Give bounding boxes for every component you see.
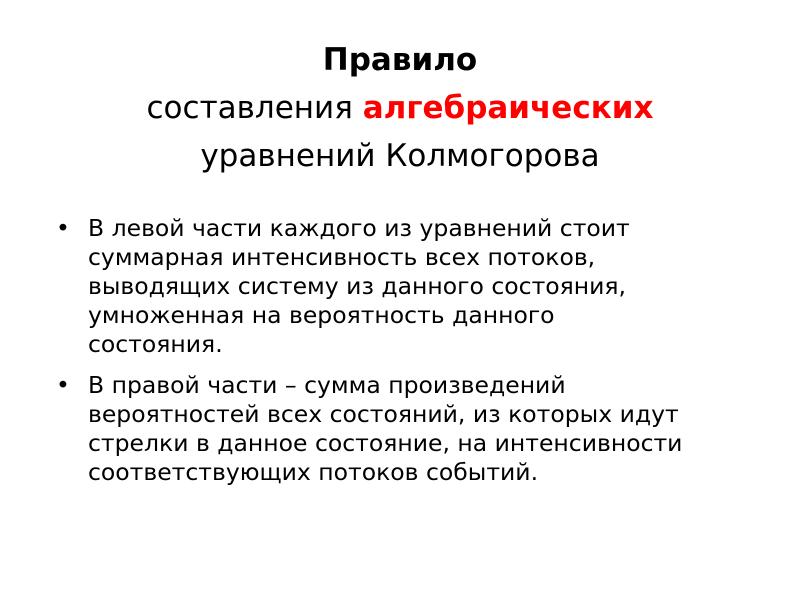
bullet-item-left-part	[52, 214, 772, 359]
bullet-item-right-part	[52, 371, 772, 487]
bullet-1-line-5: состояния.	[88, 330, 223, 358]
bullet-1-line-1: В левой части каждого из уравнений стоит	[88, 214, 630, 242]
bullet-dot-icon: •	[56, 214, 70, 242]
bullet-2-line-2: вероятностей всех состояний, из которых идут	[88, 400, 679, 428]
title-line-2-prefix: составления	[146, 90, 363, 126]
bullet-2-line-4: соответствующих потоков событий.	[88, 458, 539, 486]
bullet-dot-icon: •	[56, 371, 70, 399]
bullet-2-line-3: стрелки в данное состояние, на интенсивности	[88, 429, 683, 457]
bullet-1-line-2: суммарная интенсивность всех потоков,	[88, 243, 596, 271]
bullet-2-line-1: В правой части – сумма произведений	[88, 371, 566, 399]
bullet-1-line-4: умноженная на вероятность данного	[88, 301, 555, 329]
slide-title	[0, 36, 800, 180]
title-line-2	[0, 84, 800, 132]
title-line-3: уравнений Колмогорова	[200, 138, 600, 174]
title-line-2-accent: алгебраических	[362, 90, 654, 126]
bullet-list	[52, 214, 772, 499]
bullet-1-line-3: выводящих систему из данного состояния,	[88, 272, 627, 300]
title-line-1: Правило	[322, 42, 478, 78]
